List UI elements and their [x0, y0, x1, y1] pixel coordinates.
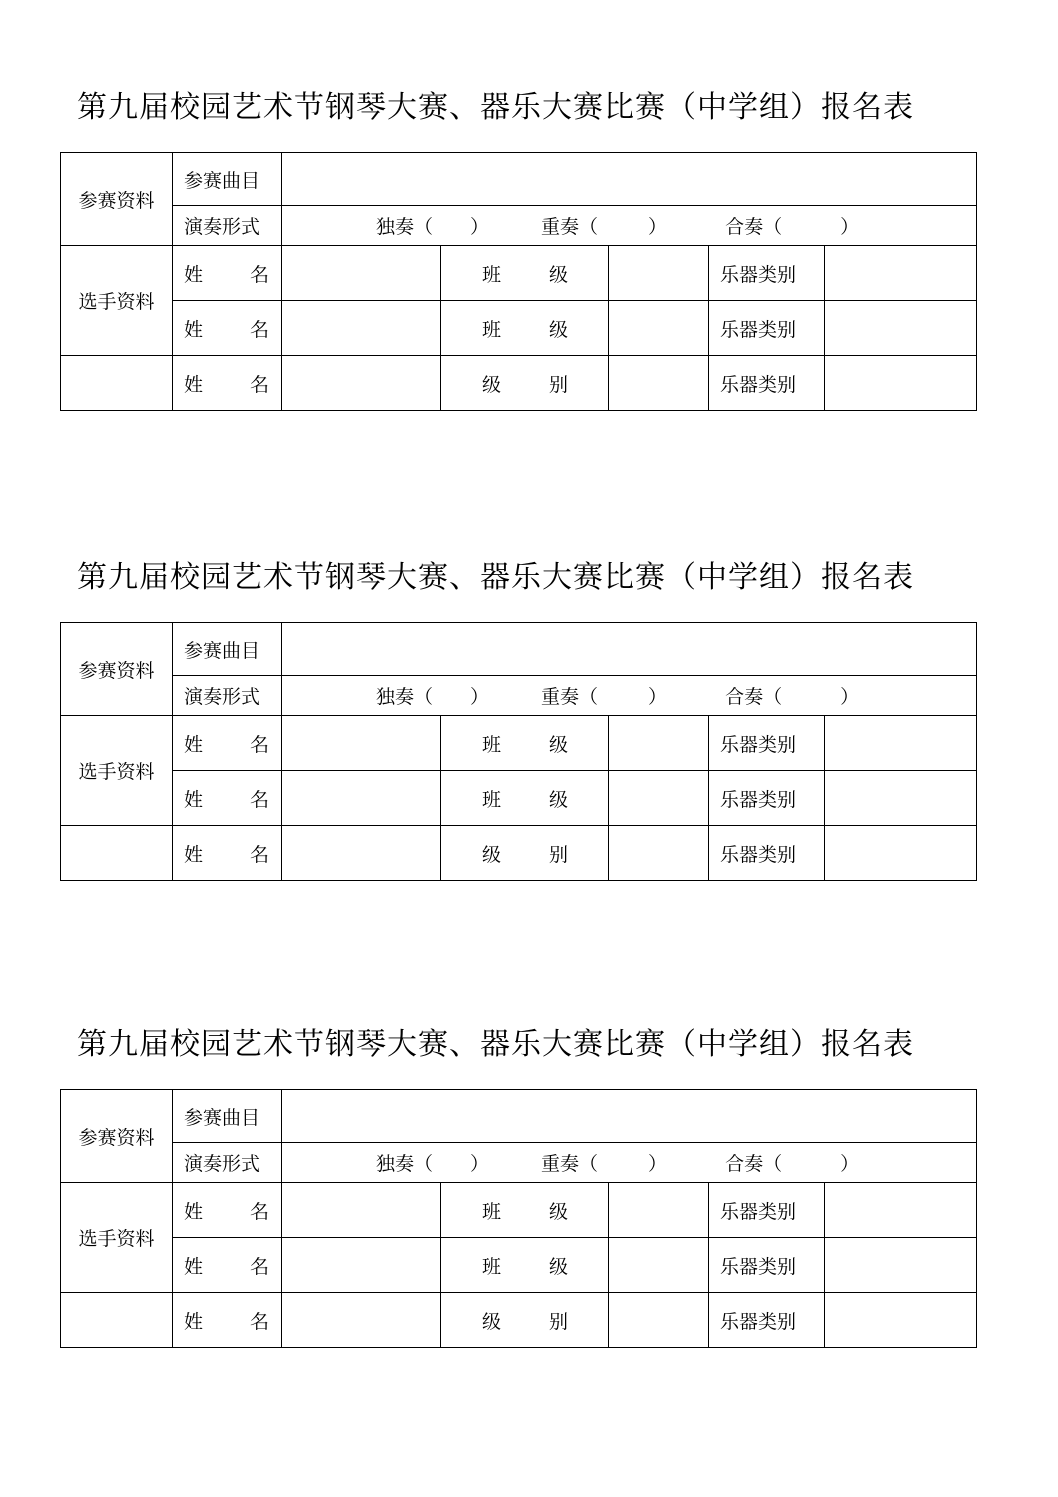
- orchestra-close: ）: [840, 686, 860, 708]
- orchestra-label: 合奏（: [725, 216, 783, 238]
- instrument-label: 乐器类别: [709, 716, 825, 771]
- entry-section-label: 参赛资料: [61, 623, 173, 716]
- instrument-input[interactable]: [825, 826, 977, 881]
- name-label: 姓 名: [173, 826, 282, 881]
- instrument-input[interactable]: [825, 771, 977, 826]
- name-input[interactable]: [282, 716, 441, 771]
- piece-label: 参赛曲目: [173, 153, 282, 206]
- instrument-label: 乐器类别: [709, 1183, 825, 1238]
- piece-label: 参赛曲目: [173, 1090, 282, 1143]
- orchestra-close: ）: [840, 1153, 860, 1175]
- solo-option[interactable]: [376, 212, 489, 239]
- name-input[interactable]: [282, 1183, 441, 1238]
- entry-section-label: 参赛资料: [61, 1090, 173, 1183]
- class-input[interactable]: [609, 1238, 709, 1293]
- class-label: 班 级: [441, 771, 609, 826]
- name-input[interactable]: [282, 771, 441, 826]
- entry-section-label: 参赛资料: [61, 153, 173, 246]
- instrument-label: 乐器类别: [709, 301, 825, 356]
- player-section-label: 选手资料: [61, 716, 173, 826]
- solo-option[interactable]: [376, 1149, 489, 1176]
- solo-label: 独奏（: [376, 1153, 434, 1175]
- player-section-label: 选手资料: [61, 1183, 173, 1293]
- registration-table: [60, 152, 977, 411]
- name-label: 姓 名: [173, 1293, 282, 1348]
- performance-form-options: [282, 206, 977, 246]
- registration-table: [60, 622, 977, 881]
- name-input[interactable]: [282, 1293, 441, 1348]
- form-title: 第九届校园艺术节钢琴大赛、器乐大赛比赛（中学组）报名表: [77, 1027, 914, 1062]
- grade-input[interactable]: [609, 1293, 709, 1348]
- instrument-label: 乐器类别: [709, 246, 825, 301]
- ensemble-close: ）: [648, 686, 668, 708]
- solo-option[interactable]: [376, 682, 489, 709]
- ensemble-label: 重奏（: [541, 686, 599, 708]
- instrument-label: 乐器类别: [709, 356, 825, 411]
- name-label: 姓 名: [173, 1238, 282, 1293]
- grade-label: 级 别: [441, 1293, 609, 1348]
- performance-form-label: 演奏形式: [173, 676, 282, 716]
- performance-form-options: [282, 676, 977, 716]
- class-input[interactable]: [609, 771, 709, 826]
- name-input[interactable]: [282, 246, 441, 301]
- instrument-label: 乐器类别: [709, 771, 825, 826]
- name-label: 姓 名: [173, 1183, 282, 1238]
- empty-section-cell: [61, 356, 173, 411]
- name-label: 姓 名: [173, 716, 282, 771]
- empty-section-cell: [61, 1293, 173, 1348]
- piece-input[interactable]: [282, 623, 977, 676]
- player-section-label: 选手资料: [61, 246, 173, 356]
- name-label: 姓 名: [173, 356, 282, 411]
- class-label: 班 级: [441, 1238, 609, 1293]
- name-input[interactable]: [282, 301, 441, 356]
- name-input[interactable]: [282, 356, 441, 411]
- ensemble-label: 重奏（: [541, 1153, 599, 1175]
- solo-label: 独奏（: [376, 686, 434, 708]
- grade-label: 级 别: [441, 356, 609, 411]
- class-input[interactable]: [609, 1183, 709, 1238]
- class-input[interactable]: [609, 246, 709, 301]
- grade-label: 级 别: [441, 826, 609, 881]
- orchestra-option[interactable]: [725, 682, 859, 709]
- class-label: 班 级: [441, 716, 609, 771]
- performance-form-options: [282, 1143, 977, 1183]
- ensemble-close: ）: [648, 216, 668, 238]
- class-input[interactable]: [609, 716, 709, 771]
- instrument-input[interactable]: [825, 301, 977, 356]
- orchestra-label: 合奏（: [725, 1153, 783, 1175]
- piece-input[interactable]: [282, 153, 977, 206]
- piece-input[interactable]: [282, 1090, 977, 1143]
- name-input[interactable]: [282, 826, 441, 881]
- orchestra-close: ）: [840, 216, 860, 238]
- form-title: 第九届校园艺术节钢琴大赛、器乐大赛比赛（中学组）报名表: [77, 90, 914, 125]
- solo-close: ）: [470, 686, 490, 708]
- performance-form-label: 演奏形式: [173, 1143, 282, 1183]
- instrument-input[interactable]: [825, 246, 977, 301]
- instrument-input[interactable]: [825, 1238, 977, 1293]
- class-label: 班 级: [441, 1183, 609, 1238]
- instrument-label: 乐器类别: [709, 1238, 825, 1293]
- performance-form-label: 演奏形式: [173, 206, 282, 246]
- instrument-input[interactable]: [825, 716, 977, 771]
- instrument-label: 乐器类别: [709, 826, 825, 881]
- instrument-label: 乐器类别: [709, 1293, 825, 1348]
- ensemble-close: ）: [648, 1153, 668, 1175]
- instrument-input[interactable]: [825, 1293, 977, 1348]
- orchestra-label: 合奏（: [725, 686, 783, 708]
- orchestra-option[interactable]: [725, 212, 859, 239]
- orchestra-option[interactable]: [725, 1149, 859, 1176]
- ensemble-label: 重奏（: [541, 216, 599, 238]
- class-label: 班 级: [441, 301, 609, 356]
- form-title: 第九届校园艺术节钢琴大赛、器乐大赛比赛（中学组）报名表: [77, 560, 914, 595]
- solo-close: ）: [470, 1153, 490, 1175]
- registration-table: [60, 1089, 977, 1348]
- empty-section-cell: [61, 826, 173, 881]
- class-label: 班 级: [441, 246, 609, 301]
- name-input[interactable]: [282, 1238, 441, 1293]
- instrument-input[interactable]: [825, 356, 977, 411]
- ensemble-option[interactable]: [541, 212, 667, 239]
- instrument-input[interactable]: [825, 1183, 977, 1238]
- ensemble-option[interactable]: [541, 1149, 667, 1176]
- ensemble-option[interactable]: [541, 682, 667, 709]
- piece-label: 参赛曲目: [173, 623, 282, 676]
- grade-input[interactable]: [609, 826, 709, 881]
- solo-label: 独奏（: [376, 216, 434, 238]
- solo-close: ）: [470, 216, 490, 238]
- class-input[interactable]: [609, 301, 709, 356]
- name-label: 姓 名: [173, 301, 282, 356]
- name-label: 姓 名: [173, 246, 282, 301]
- name-label: 姓 名: [173, 771, 282, 826]
- grade-input[interactable]: [609, 356, 709, 411]
